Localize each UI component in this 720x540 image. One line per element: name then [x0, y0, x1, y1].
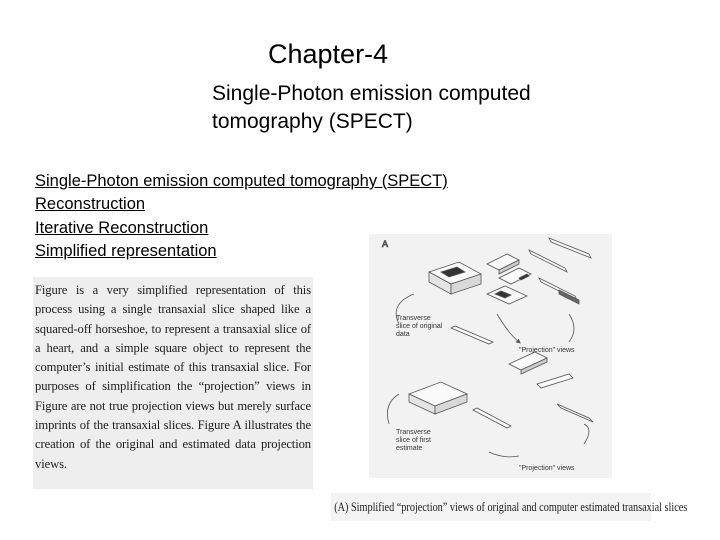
topic-item-iterative-reconstruction: Iterative Reconstruction [35, 218, 209, 237]
figure-caption: (A) Simplified “projection” views of original and computer estimated transaxial slices [334, 500, 688, 514]
figure-caption-image [331, 493, 688, 521]
projection-view-icon [473, 352, 593, 428]
topic-item-reconstruction: Reconstruction [35, 195, 146, 214]
label-original-slice: Transverse [396, 315, 431, 322]
label-original-slice: data [396, 331, 410, 338]
projection-view-icon [451, 286, 527, 344]
label-projection-views: "Projection" views [519, 347, 575, 354]
chapter-title: Chapter-4 [268, 39, 389, 69]
scanned-text-image [33, 277, 313, 489]
horseshoe-slice-icon [429, 262, 481, 294]
label-estimate-slice: slice of first [396, 437, 432, 444]
spect-diagram [369, 234, 612, 478]
label-projection-views: "Projection" views [519, 465, 575, 472]
scanned-figure-image [369, 234, 612, 478]
panel-letter: A [382, 239, 389, 249]
label-original-slice: slice of original [396, 323, 443, 330]
label-estimate-slice: estimate [396, 445, 423, 452]
square-slice-icon [409, 382, 467, 414]
topic-item-spect: Single-Photon emission computed tomography (SPECT) [35, 172, 448, 190]
topic-item-simplified-representation: Simplified representation [35, 241, 217, 260]
slide-subtitle: Single-Photon emission computed tomography (SPECT) [212, 82, 531, 133]
label-estimate-slice: Transverse [396, 429, 431, 436]
scanned-paragraph: Figure is a very simplified representation of this process using a single transaxial slice shaped like a squared-off horseshoe, to represent a transaxial slice of a heart, and a simple square object to represent the computer’s initial estimate of this transaxial slice. For purposes of simplification the “projection” views in Figure are not true projection views but merely surface imprints of the transaxial slices. Figure A illustrates the creation of the original and estimated data projection views. [35, 283, 311, 471]
